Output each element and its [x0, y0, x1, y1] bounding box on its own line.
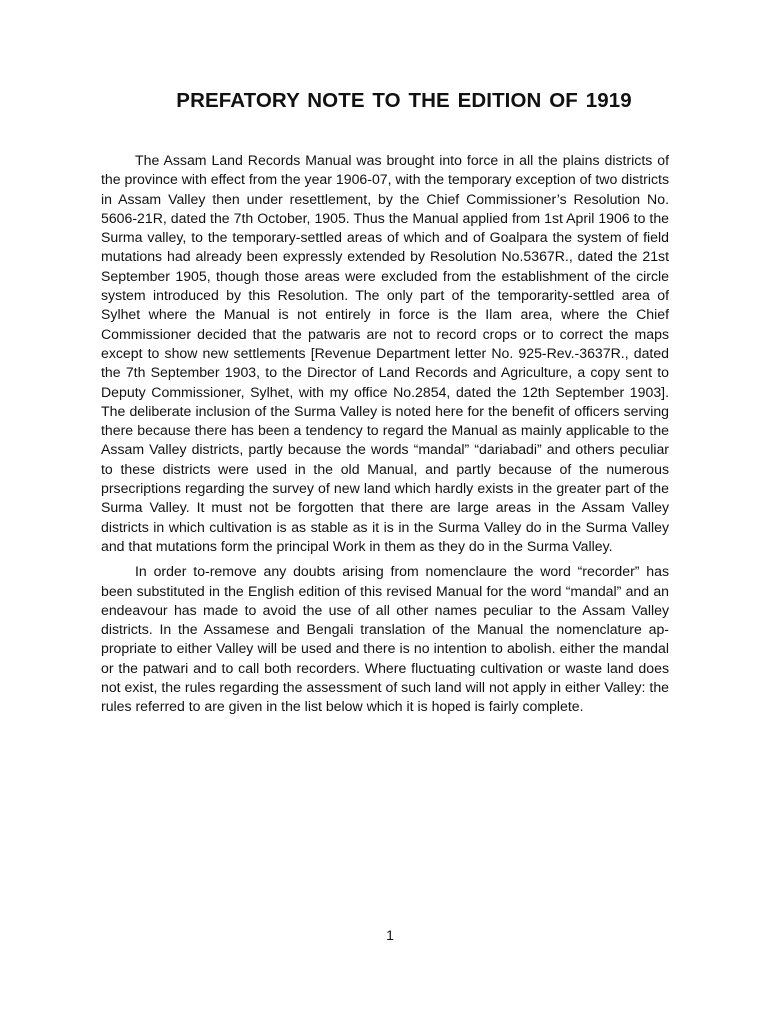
body-text: [101, 151, 669, 723]
page-number: 1: [386, 927, 394, 943]
paragraph-2: In order to-remove any doubts arising from nomenclaure the word “recorder” has been substituted in the English edition of this revised Manual for the word “mandal” and an endeavour has made to avoid the use of all other names peculiar to the Assam Valley districts. In the Assamese and Bengali translation of the Manual the nomenclature appropriate to either Valley will be used and there is no intention to abolish. either the mandal or the patwari and to call both recorders. Where fluctuating cultivation or waste land does not exist, the rules regarding the assessment of such land will not apply in either Valley: the rules referred to are given in the list below which it is hoped is fairly complete.: [101, 563, 669, 715]
paragraph-1: The Assam Land Records Manual was brought into force in all the plains districts of the province with effect from the year 1906-07, with the temporary exception of two districts in Assam Valley then under resettlement, by the Chief Commissioner’s Resolution No. 5606-21R, dated the 7th October, 1905. Thus the Manual applied from 1st April 1906 to the Surma valley, to the temporary-settled areas of which and of Goalpara the system of field mutations had already been expressly extended by Resolution No.5367R., dated the 21st September 1905, though those areas were excluded from the establishment of the circle system introduced by this Resolution. The only part of the temporarity-settled area of Sylhet where the Manual is not entirely in force is the Ilam area, where the Chief Commissioner decided that the patwaris are not to record crops or to correct the maps except to show new settlements [Revenue Department letter No. 925-Rev.-3637R., dated the 7th September 1903, to the Director of Land Records and Agriculture, a copy sent to Deputy Commissioner, Sylhet, with my office No.2854, dated the 12th September 1903]. The deliberate inclusion of the Surma Valley is noted here for the benefit of officers serving there because there has been a tendency to regard the Manual as mainly applicable to the Assam Valley districts, partly because the words “mandal” “dariabadi” and others peculiar to these districts were used in the old Manual, and partly because of the numerous prsecriptions regarding the survey of new land which hardly exists in the greater part of the Surma Valley. It must not be forgotten that there are large areas in the Assam Valley districts in which cultivation is as stable as it is in the Surma Valley do in the Surma Valley and that mutations form the principal Work in them as they do in the Surma Valley.: [101, 152, 669, 554]
page-title: PREFATORY NOTE TO THE EDITION OF 1919: [176, 89, 632, 112]
